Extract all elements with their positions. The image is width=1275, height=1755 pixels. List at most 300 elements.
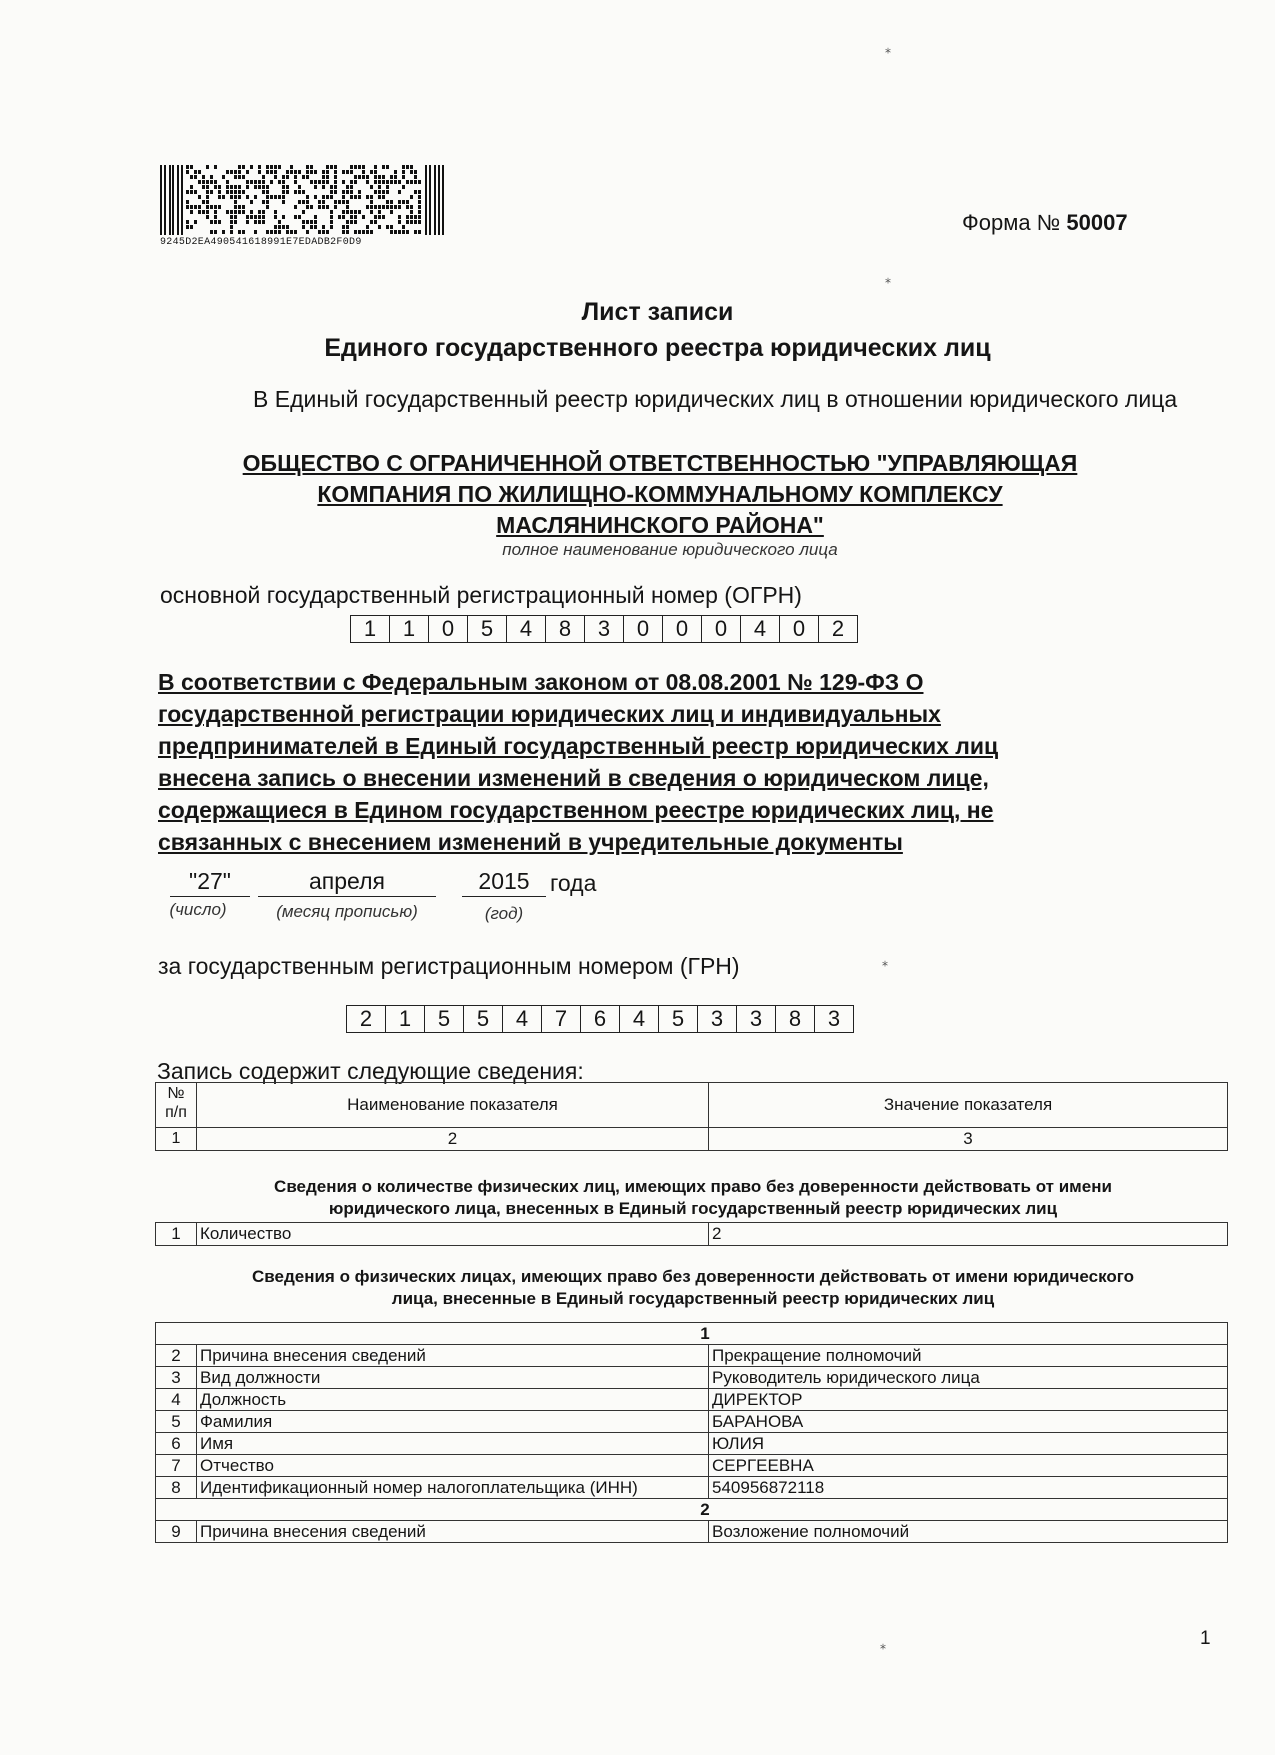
barcode-module: [342, 200, 345, 204]
barcode-module: [366, 175, 369, 179]
ogrn-digit: 1: [390, 615, 429, 643]
grn-label: за государственным регистрационным номером (ГРН): [158, 953, 740, 979]
barcode-module: [418, 180, 421, 184]
barcode-module: [294, 230, 297, 234]
barcode-module: [350, 185, 353, 189]
barcode-module: [274, 195, 277, 199]
barcode-module: [258, 215, 261, 219]
barcode-module: [190, 185, 193, 189]
barcode-bar: [172, 165, 174, 235]
barcode-module: [250, 165, 253, 169]
barcode-module: [210, 230, 213, 234]
barcode-module: [334, 200, 337, 204]
section-title-persons: [158, 1266, 1228, 1310]
scan-speck: ⁎: [882, 955, 888, 969]
barcode-module: [418, 190, 421, 194]
barcode-module: [222, 230, 225, 234]
barcode-module: [206, 180, 209, 184]
barcode-module: [382, 180, 385, 184]
barcode-module: [194, 170, 197, 174]
barcode-module: [314, 170, 317, 174]
table-row: [156, 1521, 1228, 1543]
barcode-module: [286, 190, 289, 194]
barcode-module: [322, 200, 325, 204]
barcode-module: [270, 230, 273, 234]
group-row: [156, 1323, 1228, 1345]
barcode-module: [262, 200, 265, 204]
barcode-module: [382, 215, 385, 219]
barcode-module: [402, 165, 405, 169]
cell-value: ЮЛИЯ: [709, 1433, 1228, 1455]
barcode-module: [186, 170, 189, 174]
barcode-module: [234, 220, 237, 224]
barcode-module: [394, 175, 397, 179]
barcode-module: [230, 220, 233, 224]
barcode-module: [326, 170, 329, 174]
barcode-module: [306, 200, 309, 204]
barcode-module: [258, 210, 261, 214]
barcode-module: [334, 180, 337, 184]
barcode-module: [306, 220, 309, 224]
barcode-module: [246, 215, 249, 219]
barcode-module: [230, 185, 233, 189]
barcode-module: [418, 230, 421, 234]
barcode-module: [378, 225, 381, 229]
table-row: [156, 1389, 1228, 1411]
barcode-module: [278, 165, 281, 169]
barcode-module: [378, 205, 381, 209]
barcode-module: [370, 210, 373, 214]
barcode-module: [202, 210, 205, 214]
barcode-bar: [181, 165, 183, 235]
organization-name-caption: полное наименование юридического лица: [502, 540, 838, 559]
barcode-module: [290, 170, 293, 174]
barcode-module: [398, 230, 401, 234]
barcode-module: [214, 230, 217, 234]
barcode-module: [402, 170, 405, 174]
barcode-module: [298, 185, 301, 189]
barcode-module: [346, 220, 349, 224]
grn-digit: 5: [464, 1005, 503, 1033]
barcode-module: [266, 170, 269, 174]
barcode-module: [286, 230, 289, 234]
barcode-module: [378, 175, 381, 179]
barcode-graphic: [160, 165, 445, 235]
barcode-module: [238, 210, 241, 214]
barcode-module: [386, 200, 389, 204]
barcode-module: [306, 205, 309, 209]
barcode-module: [362, 175, 365, 179]
barcode-module: [330, 225, 333, 229]
barcode-bar: [434, 165, 436, 235]
barcode-module: [194, 190, 197, 194]
cell-value: Прекращение полномочий: [709, 1345, 1228, 1367]
cell-num: 3: [156, 1367, 197, 1389]
barcode-module: [230, 225, 233, 229]
barcode-module: [394, 205, 397, 209]
barcode-module: [406, 200, 409, 204]
barcode-module: [274, 225, 277, 229]
barcode-module: [198, 195, 201, 199]
barcode-module: [370, 205, 373, 209]
barcode-module: [266, 195, 269, 199]
barcode-module: [190, 175, 193, 179]
barcode-module: [282, 200, 285, 204]
cell-num: 4: [156, 1389, 197, 1411]
barcode-module: [190, 210, 193, 214]
barcode-module: [358, 190, 361, 194]
barcode-module: [270, 170, 273, 174]
barcode-module: [342, 180, 345, 184]
barcode-module: [246, 170, 249, 174]
barcode-module: [266, 165, 269, 169]
barcode-bar: [169, 165, 171, 235]
barcode-module: [190, 225, 193, 229]
date-month-caption: (месяц прописью): [276, 902, 418, 921]
barcode-module: [322, 180, 325, 184]
barcode-module: [330, 220, 333, 224]
barcode-module: [322, 170, 325, 174]
barcode-module: [322, 185, 325, 189]
barcode-module: [310, 180, 313, 184]
barcode-module: [234, 175, 237, 179]
barcode-module: [366, 180, 369, 184]
barcode-module: [286, 225, 289, 229]
barcode-module: [406, 230, 409, 234]
barcode-module: [354, 180, 357, 184]
barcode-code: 9245D2EA490541618991E7EDADB2F0D9: [160, 237, 362, 248]
barcode-module: [218, 195, 221, 199]
barcode-module: [198, 180, 201, 184]
barcode-module: [238, 230, 241, 234]
section-title-line: лица, внесенные в Единый государственный реестр юридических лиц: [391, 1289, 995, 1308]
barcode-module: [206, 200, 209, 204]
barcode-module: [202, 180, 205, 184]
barcode-module: [322, 175, 325, 179]
cell-name: Вид должности: [197, 1367, 709, 1389]
barcode-module: [194, 205, 197, 209]
barcode-module: [278, 195, 281, 199]
barcode-module: [322, 195, 325, 199]
organization-name-line: МАСЛЯНИНСКОГО РАЙОНА": [496, 512, 824, 538]
barcode-module: [206, 205, 209, 209]
cell-value: 540956872118: [709, 1477, 1228, 1499]
barcode-module: [406, 215, 409, 219]
barcode-module: [274, 230, 277, 234]
ogrn-digit: 5: [468, 615, 507, 643]
barcode-module: [402, 185, 405, 189]
table-row: [156, 1433, 1228, 1455]
barcode-module: [314, 185, 317, 189]
barcode-module: [186, 225, 189, 229]
barcode-module: [342, 170, 345, 174]
barcode-module: [274, 215, 277, 219]
barcode-module: [342, 230, 345, 234]
barcode-module: [330, 210, 333, 214]
barcode-module: [234, 195, 237, 199]
barcode-module: [390, 180, 393, 184]
barcode-module: [218, 190, 221, 194]
organization-name-line: ОБЩЕСТВО С ОГРАНИЧЕННОЙ ОТВЕТСТВЕННОСТЬЮ "УПРАВЛЯЮЩАЯ: [242, 450, 1078, 476]
barcode-module: [238, 185, 241, 189]
barcode-module: [270, 180, 273, 184]
barcode-module: [294, 175, 297, 179]
barcode-module: [282, 180, 285, 184]
barcode-module: [382, 205, 385, 209]
barcode-module: [354, 220, 357, 224]
barcode-module: [262, 190, 265, 194]
barcode-module: [326, 230, 329, 234]
barcode-module: [218, 205, 221, 209]
barcode-module: [186, 200, 189, 204]
barcode-bar: [164, 165, 166, 235]
barcode-module: [338, 200, 341, 204]
cell-value: ДИРЕКТОР: [709, 1389, 1228, 1411]
barcode-module: [210, 190, 213, 194]
barcode-module: [350, 195, 353, 199]
scan-speck: ⁎: [880, 1638, 886, 1652]
barcode-module: [246, 180, 249, 184]
grn-digit: 2: [347, 1005, 386, 1033]
barcode-module: [242, 165, 245, 169]
barcode-module: [418, 200, 421, 204]
barcode-module: [322, 230, 325, 234]
group-number: 2: [156, 1499, 1228, 1521]
barcode-module: [230, 230, 233, 234]
grn-digit: 4: [620, 1005, 659, 1033]
barcode-module: [394, 170, 397, 174]
barcode-module: [262, 215, 265, 219]
barcode-module: [386, 190, 389, 194]
barcode-module: [214, 205, 217, 209]
barcode-module: [334, 205, 337, 209]
cell-num: 7: [156, 1455, 197, 1477]
ogrn-digit: 0: [780, 615, 819, 643]
barcode-module: [350, 190, 353, 194]
barcode-module: [222, 195, 225, 199]
barcode-module: [198, 170, 201, 174]
barcode-module: [270, 165, 273, 169]
date-day: "27": [170, 868, 250, 897]
barcode-module: [330, 185, 333, 189]
barcode-module: [390, 200, 393, 204]
barcode-module: [226, 185, 229, 189]
barcode-module: [234, 205, 237, 209]
barcode-module: [410, 170, 413, 174]
barcode-module: [274, 210, 277, 214]
barcode-module: [362, 165, 365, 169]
barcode-module: [254, 215, 257, 219]
page-number: 1: [1200, 1628, 1211, 1649]
barcode-module: [378, 210, 381, 214]
section-title-line: Сведения о физических лицах, имеющих право без доверенности действовать от имени юридического: [252, 1267, 1134, 1286]
barcode-module: [390, 225, 393, 229]
barcode-module: [414, 180, 417, 184]
barcode-module: [266, 205, 269, 209]
barcode-module: [378, 180, 381, 184]
barcode-module: [210, 205, 213, 209]
barcode-module: [342, 190, 345, 194]
cell-value: Руководитель юридического лица: [709, 1367, 1228, 1389]
barcode-module: [294, 180, 297, 184]
barcode-module: [302, 190, 305, 194]
barcode-module: [254, 195, 257, 199]
cell-num: 6: [156, 1433, 197, 1455]
barcode-module: [274, 170, 277, 174]
barcode-module: [214, 210, 217, 214]
cell-name: Отчество: [197, 1455, 709, 1477]
barcode-module: [398, 180, 401, 184]
barcode-module: [334, 170, 337, 174]
barcode-module: [334, 165, 337, 169]
barcode-module: [222, 175, 225, 179]
barcode-module: [258, 165, 261, 169]
barcode-module: [398, 190, 401, 194]
date-year: 2015: [462, 868, 546, 897]
barcode-module: [334, 185, 337, 189]
barcode-module: [234, 185, 237, 189]
intro-text: В Единый государственный реестр юридических лиц в отношении юридического лица: [253, 386, 1178, 412]
barcode-bar: [442, 165, 444, 235]
page-title: Лист записи: [581, 298, 734, 326]
barcode-module: [346, 225, 349, 229]
cell-name: Количество: [197, 1223, 709, 1246]
barcode-module: [210, 175, 213, 179]
barcode-module: [346, 205, 349, 209]
barcode-module: [362, 170, 365, 174]
column-header-name: Наименование показателя: [197, 1083, 709, 1128]
barcode-module: [282, 175, 285, 179]
barcode-module: [374, 215, 377, 219]
barcode-module: [262, 185, 265, 189]
barcode-module: [194, 220, 197, 224]
section-title-count: [158, 1176, 1228, 1220]
barcode-module: [234, 190, 237, 194]
barcode-module: [398, 200, 401, 204]
barcode-module: [398, 215, 401, 219]
barcode-module: [370, 170, 373, 174]
barcode-module: [314, 195, 317, 199]
page-subtitle: Единого государственного реестра юридических лиц: [324, 334, 991, 362]
barcode-module: [282, 195, 285, 199]
ogrn-digit: 1: [351, 615, 390, 643]
barcode-module: [198, 205, 201, 209]
organization-name-line: КОМПАНИЯ ПО ЖИЛИЩНО-КОММУНАЛЬНОМУ КОМПЛЕКСУ: [317, 481, 1003, 507]
barcode-module: [326, 205, 329, 209]
barcode-module: [414, 170, 417, 174]
barcode-module: [226, 170, 229, 174]
cell-num: 2: [156, 1345, 197, 1367]
barcode-module: [382, 165, 385, 169]
ogrn-digit: 8: [546, 615, 585, 643]
barcode-module: [414, 220, 417, 224]
grn-digit: 3: [815, 1005, 854, 1033]
barcode-module: [206, 210, 209, 214]
barcode-module: [306, 230, 309, 234]
barcode-module: [242, 190, 245, 194]
barcode-module: [230, 210, 233, 214]
barcode-module: [374, 220, 377, 224]
barcode-module: [410, 210, 413, 214]
barcode-module: [262, 175, 265, 179]
barcode-module: [238, 170, 241, 174]
grn-digit: 7: [542, 1005, 581, 1033]
ogrn-digit: 0: [702, 615, 741, 643]
barcode-module: [266, 200, 269, 204]
barcode-module: [282, 215, 285, 219]
barcode-module: [242, 205, 245, 209]
barcode-module: [318, 180, 321, 184]
barcode-module: [398, 220, 401, 224]
barcode-module: [410, 220, 413, 224]
barcode-module: [418, 210, 421, 214]
barcode-module: [342, 215, 345, 219]
barcode-module: [266, 185, 269, 189]
date-year-caption: (год): [484, 904, 524, 923]
barcode-module: [258, 185, 261, 189]
barcode-module: [358, 230, 361, 234]
statement-line: связанных с внесением изменений в учредительные документы: [158, 829, 903, 855]
barcode-module: [238, 195, 241, 199]
barcode-module: [262, 210, 265, 214]
barcode-module: [406, 220, 409, 224]
barcode-module: [370, 195, 373, 199]
ogrn-digit: 3: [585, 615, 624, 643]
barcode-module: [386, 165, 389, 169]
barcode-module: [418, 215, 421, 219]
barcode-module: [246, 195, 249, 199]
barcode-module: [358, 210, 361, 214]
barcode-module: [322, 225, 325, 229]
barcode-module: [378, 215, 381, 219]
barcode-module: [306, 165, 309, 169]
barcode-module: [374, 170, 377, 174]
barcode-module: [206, 195, 209, 199]
barcode-module: [378, 185, 381, 189]
cell-num: 8: [156, 1477, 197, 1499]
column-header-value: Значение показателя: [709, 1083, 1228, 1128]
barcode-module: [318, 205, 321, 209]
barcode-module: [394, 230, 397, 234]
barcode-module: [330, 165, 333, 169]
barcode-module: [234, 200, 237, 204]
barcode-module: [258, 180, 261, 184]
barcode-module: [370, 200, 373, 204]
barcode-module: [362, 215, 365, 219]
cell-name: 2: [197, 1128, 709, 1151]
barcode-module: [410, 165, 413, 169]
organization-name: [160, 448, 1160, 541]
barcode-module: [254, 180, 257, 184]
count-table: [155, 1222, 1228, 1246]
barcode-module: [270, 195, 273, 199]
barcode-module: [418, 205, 421, 209]
date-suffix: года: [550, 870, 597, 896]
cell-num: 9: [156, 1521, 197, 1543]
barcode-module: [366, 195, 369, 199]
barcode-module: [306, 195, 309, 199]
barcode-module: [414, 190, 417, 194]
grn-digit: 5: [425, 1005, 464, 1033]
table-row: [156, 1455, 1228, 1477]
barcode-module: [230, 215, 233, 219]
barcode-module: [358, 175, 361, 179]
barcode-module: [210, 180, 213, 184]
cell-value: БАРАНОВА: [709, 1411, 1228, 1433]
cell-num: 1: [156, 1128, 197, 1151]
barcode-module: [206, 215, 209, 219]
barcode-module: [350, 220, 353, 224]
